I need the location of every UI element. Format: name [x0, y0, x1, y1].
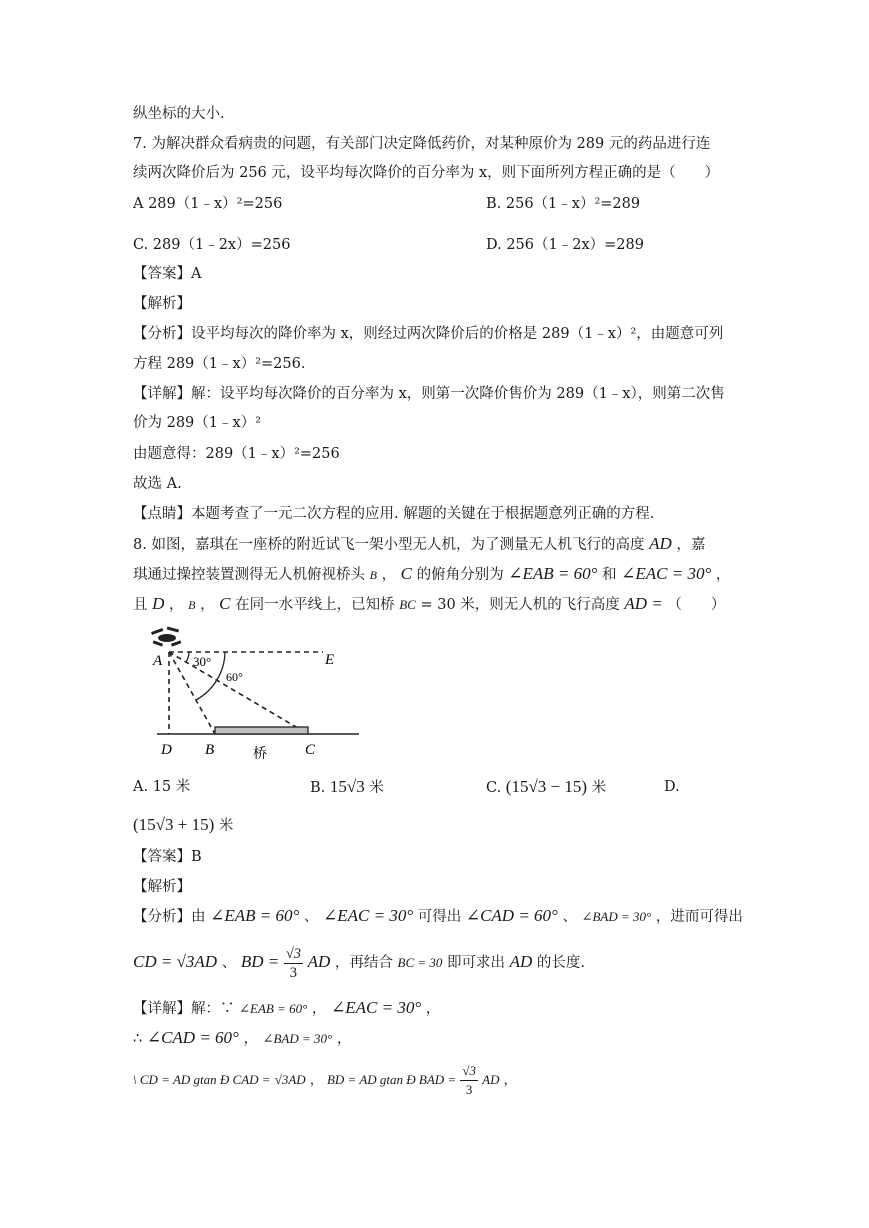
text: 【分析】由 [133, 909, 206, 925]
q8-detail-line-2 [133, 1028, 351, 1049]
fraction [284, 945, 303, 982]
text: 且 [133, 597, 148, 613]
label-d: D [161, 742, 172, 758]
numerator: √3 [285, 945, 302, 962]
label-b: B [205, 742, 215, 758]
q7-detail-line-3: 由题意得：289（1﹣x）²=256 [133, 446, 340, 462]
label-c: C [305, 742, 316, 758]
q8-fenxi-line-1 [133, 906, 743, 927]
unit: 米 [218, 818, 234, 834]
angle-30-label: 30° [193, 654, 212, 669]
text: 的俯角分别为 [416, 567, 504, 583]
q7-fenxi-line-2: 方程 289（1﹣x）²=256. [133, 356, 306, 372]
math: BD = [240, 952, 280, 971]
q7-option-d: D. 256（1﹣2x）=289 [486, 237, 644, 253]
math: (15√3 − 15) [505, 777, 588, 796]
math: AD = [624, 594, 663, 613]
numerator: √3 [460, 1062, 478, 1081]
text: ， [336, 1031, 352, 1047]
q8-fenxi-line-2 [133, 942, 585, 983]
math: AD [509, 952, 533, 971]
math: ∠BAD = 30° [262, 1031, 333, 1046]
text: 在同一水平线上，已知桥 [235, 597, 395, 613]
math: B [369, 568, 377, 582]
text: ，嘉 [676, 537, 706, 553]
text: ， [381, 567, 397, 583]
unit: 米 [591, 780, 607, 796]
q7-detail-line-2: 价为 289（1﹣x）² [133, 415, 262, 431]
math: ∠EAB = 60° [210, 906, 300, 925]
text: 和 [602, 567, 617, 583]
q7-detail-line-4: 故选 A. [133, 476, 182, 492]
q8-option-c [486, 777, 606, 798]
drone-icon [151, 626, 181, 646]
math: AD [482, 1072, 500, 1087]
math: C [400, 564, 413, 583]
math: ∠EAB = 60° [239, 1001, 308, 1016]
text: 琪通过操控装置测得无人机俯视桥头 [133, 567, 365, 583]
text: 8. 如图，嘉琪在一座桥的附近试飞一架小型无人机，为了测量无人机飞行的高度 [133, 537, 645, 553]
text: ∴ [133, 1031, 143, 1047]
q7-analysis-heading: 【解析】 [133, 296, 191, 312]
text: 【详解】解：∵ [133, 1001, 235, 1017]
label-a: A [153, 653, 163, 669]
bridge-label: 桥 [253, 747, 267, 762]
angle-60-label: 60° [226, 670, 243, 684]
text: ，再结合 [334, 955, 393, 971]
math: 15√3 [329, 777, 365, 796]
text: 、 [303, 909, 319, 925]
math: AD [649, 534, 672, 553]
q8-analysis-heading: 【解析】 [133, 879, 191, 895]
q8-stem-line-3 [133, 594, 725, 615]
q8-detail-line-1 [133, 998, 440, 1019]
text-line: 纵坐标的大小. [133, 106, 225, 122]
geometry-figure [145, 624, 365, 772]
math: ∠EAB = 60° [508, 564, 598, 583]
math: ∠EAC = 30° [323, 906, 414, 925]
math: B [188, 598, 196, 612]
q8-stem-line-2 [133, 564, 730, 585]
q8-option-d-letter: D. [664, 779, 680, 795]
q8-stem-line-1 [133, 534, 705, 555]
q7-option-c: C. 289（1﹣2x）=256 [133, 237, 291, 253]
text: ， [425, 1001, 441, 1017]
math: (15√3 + 15) [133, 815, 215, 834]
math: C [219, 594, 231, 613]
math: ∠EAC = 30° [621, 564, 712, 583]
math: BC = 30 [397, 955, 443, 970]
math: BD = AD gtan Ð BAD = [326, 1072, 457, 1087]
q7-stem-line-1: 7. 为解决群众看病贵的问题，有关部门决定降低药价，对某种原价为 289 元的药品进行连 [133, 136, 711, 152]
text: 的长度. [536, 955, 586, 971]
text: ， [309, 1073, 323, 1088]
text: 、 [221, 955, 237, 971]
text: = 30 米，则无人机的飞行高度 [420, 597, 620, 613]
math: ∠CAD = 60° [146, 1028, 239, 1047]
text: ， [503, 1073, 517, 1088]
math: BC [399, 597, 416, 612]
unit: 米 [369, 780, 384, 796]
q7-detail-line-1: 【详解】解：设平均每次降价的百分率为 x，则第一次降价售价为 289（1﹣x），则第二次售 [133, 386, 725, 402]
q7-option-b: B. 256（1﹣x）²=289 [486, 196, 641, 212]
text: 即可求出 [447, 955, 506, 971]
text: ， [715, 567, 731, 583]
text: ， [311, 1001, 327, 1017]
q8-option-a: A. 15 米 [133, 779, 191, 795]
q8-answer: 【答案】B [133, 849, 202, 865]
math: \ CD = AD gtan Ð CAD = [133, 1072, 271, 1087]
text: ， [200, 597, 215, 613]
denominator: 3 [289, 964, 298, 981]
q7-fenxi-line-1: 【分析】设平均每次的降价率为 x，则经过两次降价后的价格是 289（1﹣x）²，由题意可列 [133, 326, 724, 342]
denominator: 3 [465, 1082, 473, 1097]
fraction [460, 1062, 478, 1099]
math: D [152, 594, 165, 613]
q8-detail-line-3 [133, 1060, 517, 1101]
option-letter: C. [486, 780, 502, 796]
q7-answer: 【答案】A [133, 266, 202, 282]
text: （ ） [667, 597, 726, 613]
label-e: E [325, 652, 335, 668]
math: CD = √3AD [133, 952, 218, 971]
q8-option-b [310, 777, 384, 798]
q7-comment: 【点睛】本题考查了一元二次方程的应用. 解题的关键在于根据题意列正确的方程. [133, 506, 655, 522]
q7-option-a: A 289（1﹣x）²=256 [133, 196, 283, 212]
math: ∠CAD = 60° [465, 906, 558, 925]
text: ， [169, 597, 184, 613]
math: √3AD [274, 1072, 306, 1087]
math: AD [307, 952, 331, 971]
text: ， [243, 1031, 258, 1047]
math: ∠BAD = 30° [581, 909, 652, 924]
text: ，进而可得出 [655, 909, 743, 925]
q7-stem-line-2: 续两次降价后为 256 元，设平均每次降价的百分率为 x，则下面所列方程正确的是（ ） [133, 165, 720, 181]
text: 、 [562, 909, 577, 925]
math: ∠EAC = 30° [331, 998, 422, 1017]
text: 可得出 [417, 909, 462, 925]
q8-option-d [133, 815, 233, 836]
option-letter: B. [310, 780, 326, 796]
